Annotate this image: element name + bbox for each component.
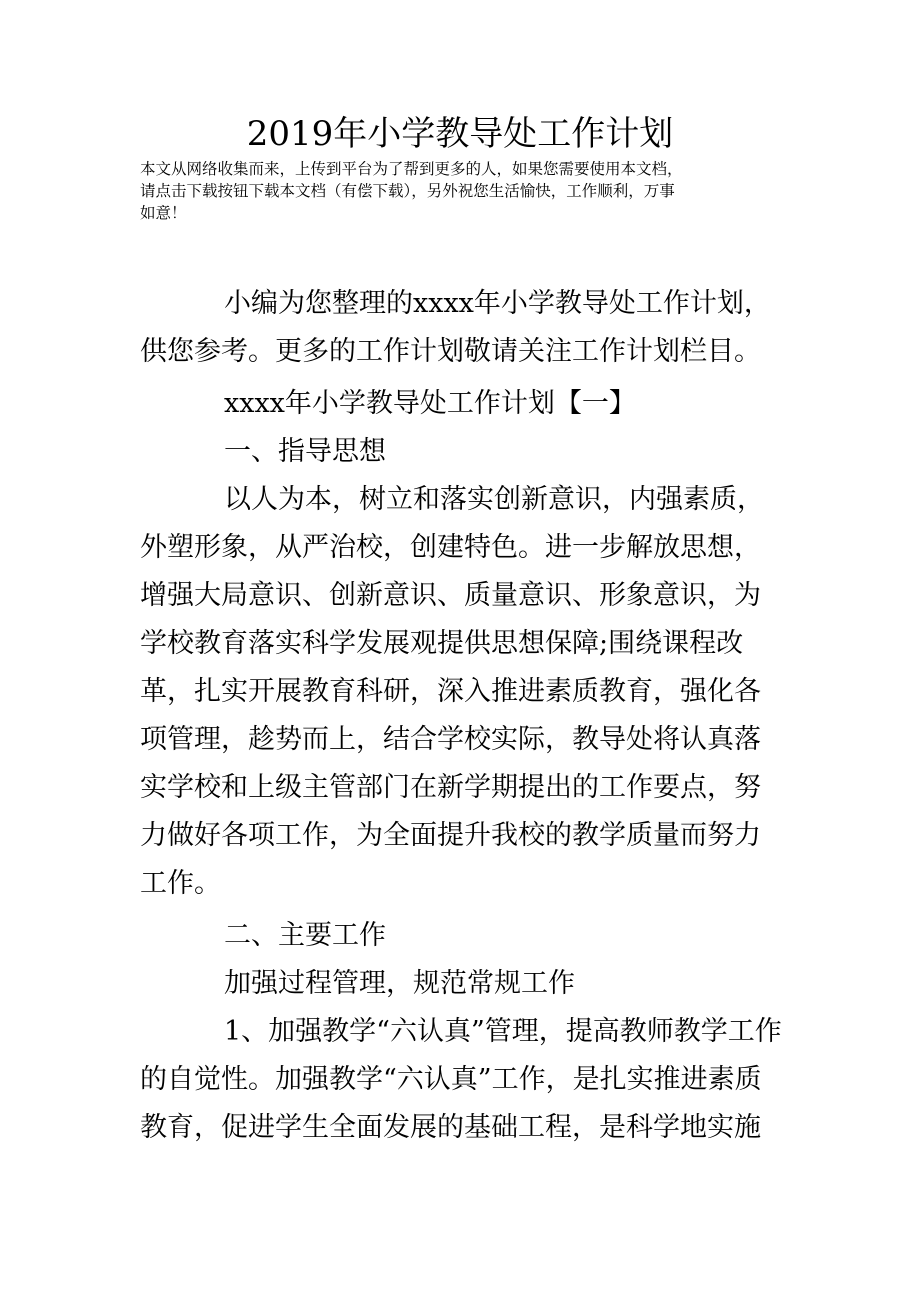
body-line: 项管理，趁势而上，结合学校实际，教导处将认真落 (140, 724, 761, 755)
body-line: 二、主要工作 (224, 920, 386, 951)
body-line: 实学校和上级主管部门在新学期提出的工作要点，努 (140, 772, 761, 803)
body-line: 加强过程管理，规范常规工作 (224, 968, 575, 999)
body-line: 学校教育落实科学发展观提供思想保障;围绕课程改 (140, 628, 744, 659)
document-body (140, 280, 790, 1152)
body-line: 外塑形象，从严治校，创建特色。进一步解放思想， (140, 532, 761, 563)
body-line: 的自觉性。加强教学“六认真”工作，是扎实推进素质 (140, 1064, 762, 1095)
body-line: xxxx年小学教导处工作计划【一】 (224, 388, 636, 419)
body-line: 小编为您整理的xxxx年小学教导处工作计划， (224, 288, 771, 319)
body-line: 教育，促进学生全面发展的基础工程，是科学地实施 (140, 1112, 761, 1143)
document-title: 2019年小学教导处工作计划 (246, 114, 674, 154)
body-line: 以人为本，树立和落实创新意识，内强素质， (224, 484, 764, 515)
body-line: 革，扎实开展教育科研，深入推进素质教育，强化各 (140, 676, 761, 707)
body-line: 供您参考。更多的工作计划敬请关注工作计划栏目。 (140, 336, 761, 367)
body-line: 力做好各项工作，为全面提升我校的教学质量而努力 (140, 820, 761, 851)
body-line: 1、加强教学“六认真”管理，提高教师教学工作 (224, 1016, 782, 1047)
notice-line: 请点击下载按钮下载本文档（有偿下载），另外祝您生活愉快，工作顺利，万事 (140, 182, 675, 200)
download-notice (140, 158, 790, 224)
notice-line: 本文从网络收集而来，上传到平台为了帮到更多的人，如果您需要使用本文档， (140, 160, 683, 178)
body-line: 工作。 (140, 868, 221, 899)
body-line: 一、指导思想 (224, 436, 386, 467)
notice-line: 如意！ (140, 204, 187, 222)
body-line: 增强大局意识、创新意识、质量意识、形象意识，为 (140, 580, 761, 611)
